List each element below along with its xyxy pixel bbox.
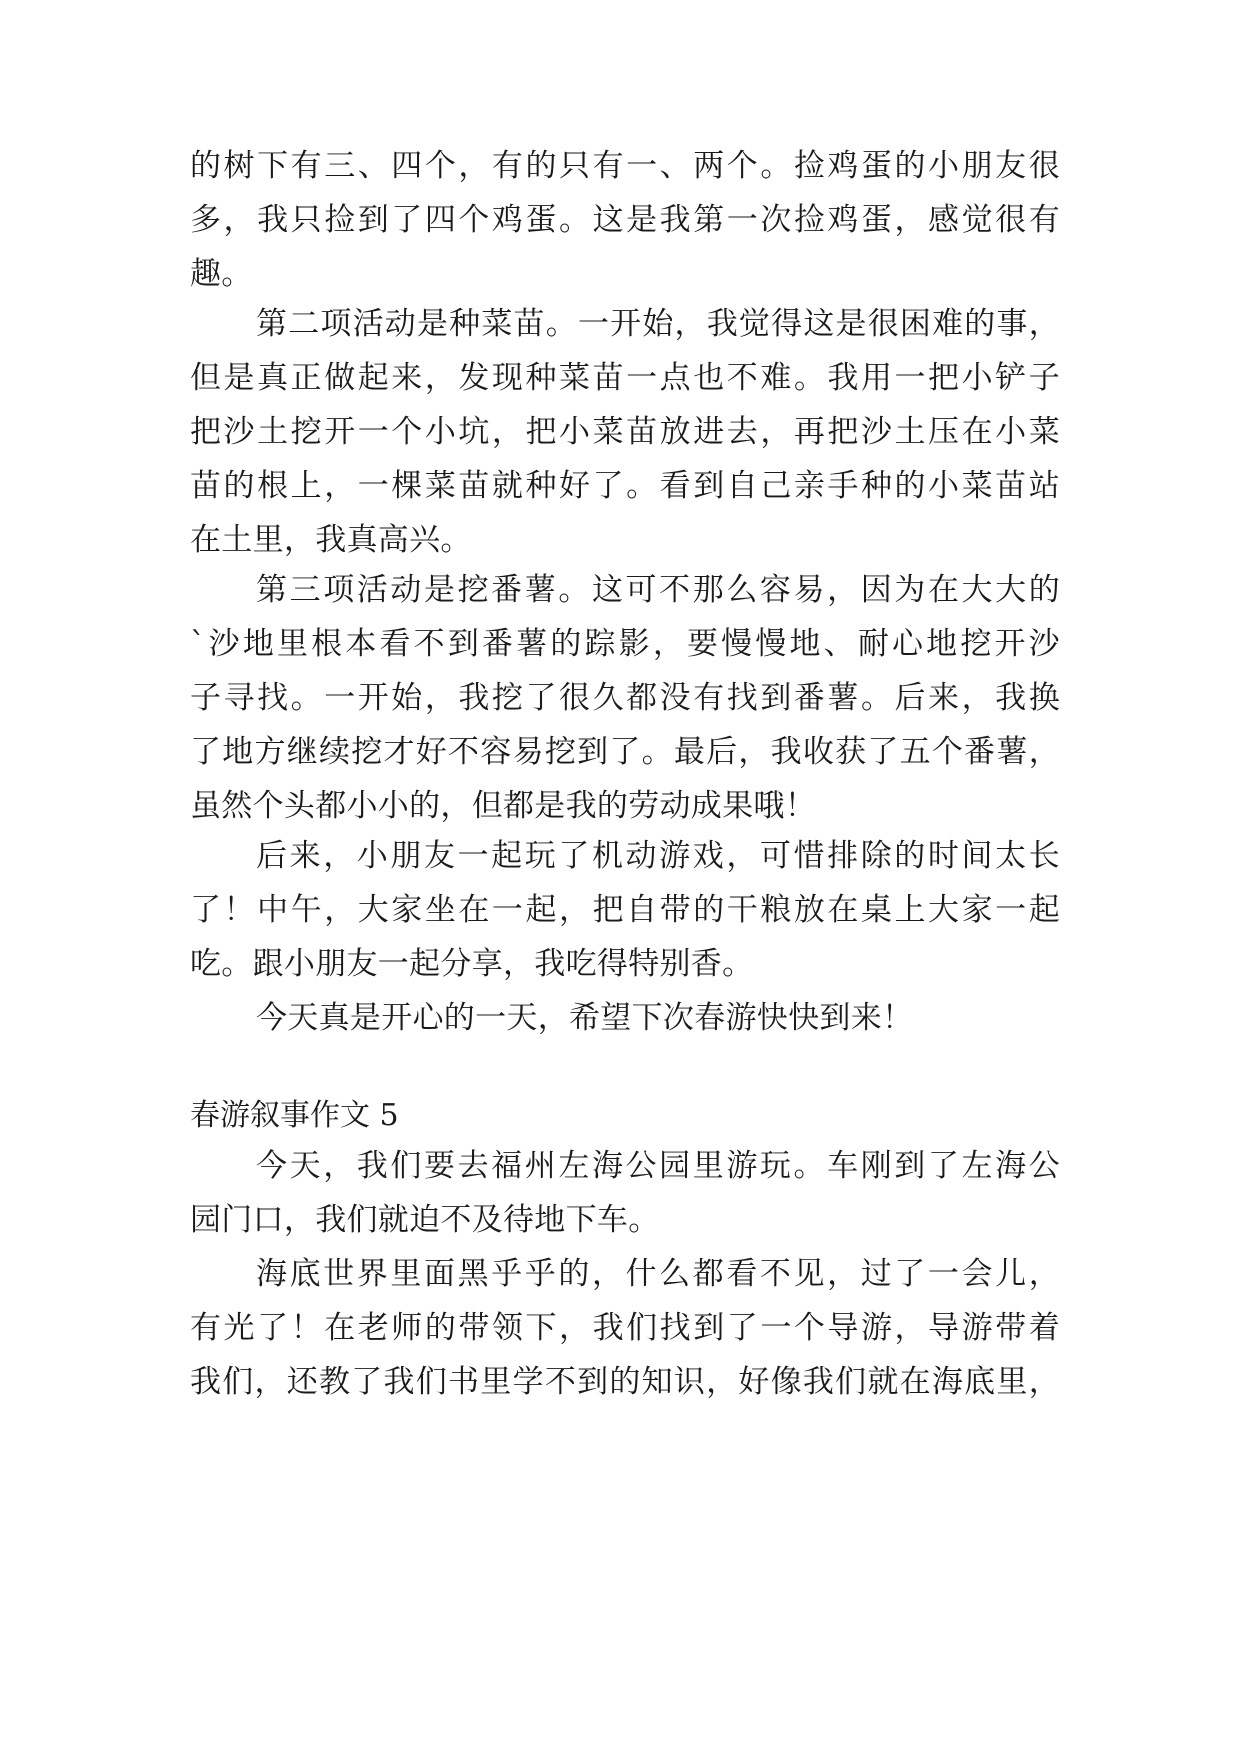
text-line: 趣。 — [190, 256, 253, 292]
text-line: 后来，小朋友一起玩了机动游戏，可惜排除的时间太长 — [256, 838, 1060, 874]
text-line: 第三项活动是挖番薯。这可不那么容易，因为在大大的 — [256, 572, 1060, 608]
text-line: 了地方继续挖才好不容易挖到了。最后，我收获了五个番薯， — [190, 734, 1060, 770]
text-line: 今天真是开心的一天，希望下次春游快快到来！ — [256, 1000, 914, 1036]
text-line: 第二项活动是种菜苗。一开始，我觉得这是很困难的事， — [256, 306, 1060, 342]
text-line: 子寻找。一开始，我挖了很久都没有找到番薯。后来，我换 — [190, 680, 1060, 716]
text-line: 虽然个头都小小的，但都是我的劳动成果哦！ — [190, 788, 816, 824]
text-line: 多，我只捡到了四个鸡蛋。这是我第一次捡鸡蛋，感觉很有 — [190, 202, 1060, 238]
text-line: 吃。跟小朋友一起分享，我吃得特别香。 — [190, 946, 754, 982]
text-line: 海底世界里面黑乎乎的，什么都看不见，过了一会儿， — [256, 1256, 1060, 1292]
text-line: 我们，还教了我们书里学不到的知识，好像我们就在海底里， — [190, 1364, 1060, 1400]
text-line: 园门口，我们就迫不及待地下车。 — [190, 1202, 660, 1238]
text-line: 的树下有三、四个，有的只有一、两个。捡鸡蛋的小朋友很 — [190, 148, 1060, 184]
text-line: 在土里，我真高兴。 — [190, 522, 472, 558]
text-line: 了！中午，大家坐在一起，把自带的干粮放在桌上大家一起 — [190, 892, 1060, 928]
text-line: 但是真正做起来，发现种菜苗一点也不难。我用一把小铲子 — [190, 360, 1060, 396]
text-line: 有光了！在老师的带领下，我们找到了一个导游，导游带着 — [190, 1310, 1060, 1346]
text-line: 苗的根上，一棵菜苗就种好了。看到自己亲手种的小菜苗站 — [190, 468, 1060, 504]
section-title: 春游叙事作文 5 — [190, 1098, 399, 1133]
text-line: `沙地里根本看不到番薯的踪影，要慢慢地、耐心地挖开沙 — [190, 626, 1060, 662]
text-line: 把沙土挖开一个小坑，把小菜苗放进去，再把沙土压在小菜 — [190, 414, 1060, 450]
text-line: 今天，我们要去福州左海公园里游玩。车刚到了左海公 — [256, 1148, 1060, 1184]
